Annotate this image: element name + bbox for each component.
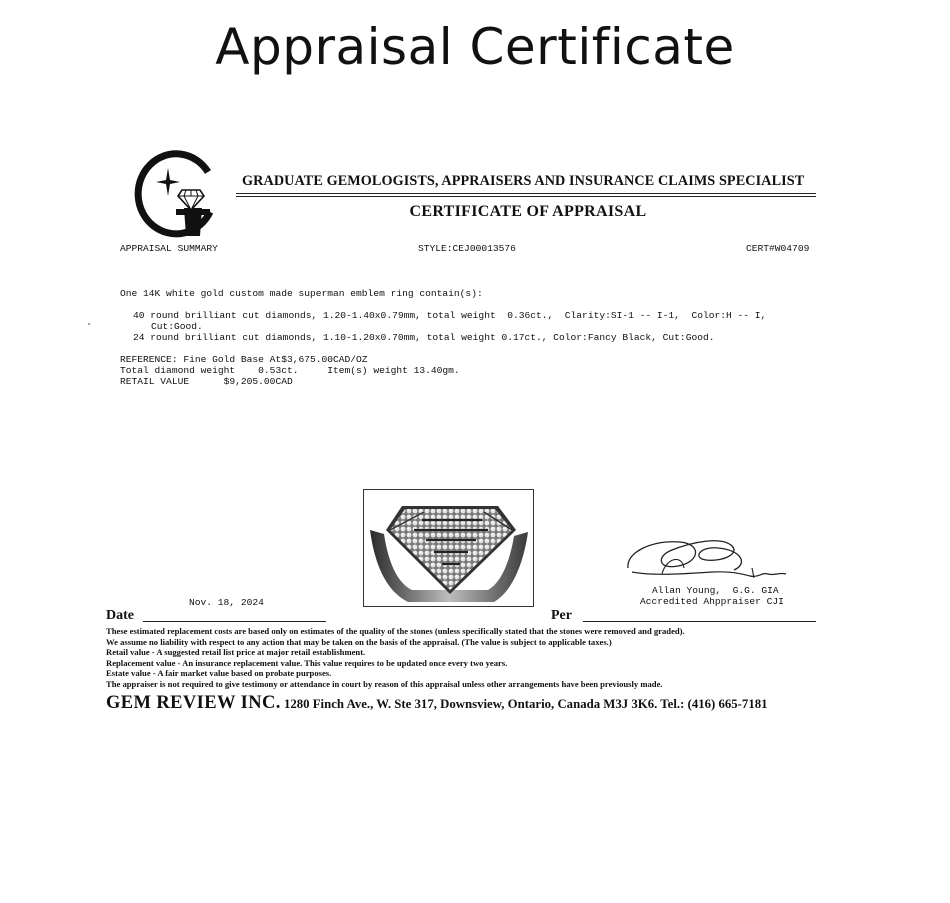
certificate-number: CERT#W04709 [746,243,810,254]
disclaimer-line: The appraiser is not required to give testimony or attendance in court by reason of this appraisal unless other arrangements have been previously made. [106,678,663,689]
disclaimer-line: We assume no liability with respect to any action that may be taken on the basis of the appraisal. (The value is subject to applicable taxes.) [106,636,612,647]
per-label: Per [551,608,572,623]
header-rule [236,193,816,194]
appraiser-signature [622,528,792,588]
footer [106,693,768,714]
disclaimer-line: These estimated replacement costs are based only on estimates of the quality of the stones (unless specifically stated that the stones were removed and graded). [106,626,685,636]
scan-speck [88,323,90,325]
gem-review-logo [130,150,214,240]
date-line [143,621,326,622]
appraiser-name: Allan Young, G.G. GIA [652,585,779,596]
page-title: Appraisal Certificate [215,18,735,76]
total-weight-line: Total diamond weight 0.53ct. Item(s) weight 13.40gm. [120,365,460,376]
stone-line: Cut:Good. [151,321,203,332]
disclaimer-line: Retail value - A suggested retail list price at major retail establishment. [106,647,366,657]
footer-address: 1280 Finch Ave., W. Ste 317, Downsview, Ontario, Canada M3J 3K6. Tel.: (416) 665-7181 [280,697,768,711]
style-number: STYLE:CEJ00013576 [418,243,516,254]
disclaimer-line: Replacement value - An insurance replacement value. This value requires to be updated once every two years. [106,657,508,668]
footer-company: GEM REVIEW INC. [106,693,281,713]
stone-line: 40 round brilliant cut diamonds, 1.20-1.40x0.79mm, total weight 0.36ct., Clarity:SI-1 -- I-1, Color:H -- I, [133,310,767,321]
stone-line: 24 round brilliant cut diamonds, 1.10-1.20x0.70mm, total weight 0.17ct., Color:Fancy Black, Cut:Good. [133,332,715,343]
ring-photo [363,489,534,607]
reference-line: REFERENCE: Fine Gold Base At$3,675.00CAD/OZ [120,354,368,365]
item-description: One 14K white gold custom made superman emblem ring contain(s): [120,288,483,299]
signature-line [583,621,816,622]
company-tagline: GRADUATE GEMOLOGISTS, APPRAISERS AND INSURANCE CLAIMS SPECIALIST [242,173,805,189]
certificate-title: CERTIFICATE OF APPRAISAL [409,203,647,220]
ring-image [364,490,533,606]
disclaimer-line: Estate value - A fair market value based on probate purposes. [106,668,332,678]
retail-value-line: RETAIL VALUE $9,205.00CAD [120,376,293,387]
appraisal-date: Nov. 18, 2024 [189,597,264,608]
header-rule [236,196,816,197]
disclaimer-block [106,626,846,689]
summary-label: APPRAISAL SUMMARY [120,243,218,254]
date-label: Date [106,608,134,623]
appraiser-title: Accredited Ahppraiser CJI [640,596,784,607]
